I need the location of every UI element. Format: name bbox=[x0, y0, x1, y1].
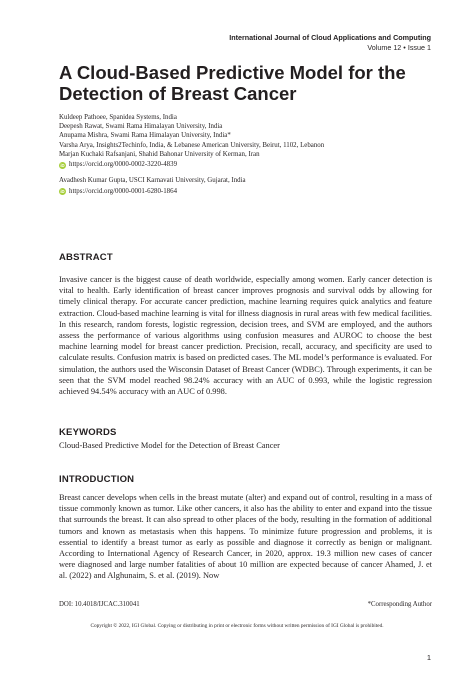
author-affiliation: Anupama Mishra, Swami Rama Himalayan University, India* bbox=[59, 132, 231, 140]
orcid-icon: iD bbox=[60, 162, 65, 168]
author-affiliation: Marjan Kuchaki Rafsanjani, Shahid Bahonar University of Kerman, Iran bbox=[59, 150, 260, 158]
copyright-notice: Copyright © 2022, IGI Global. Copying or distributing in print or electronic forms without written permission of IGI Global is prohibited. bbox=[90, 623, 384, 629]
orcid-icon: iD bbox=[60, 189, 65, 195]
author-affiliation: Avadhesh Kumar Gupta, USCI Karnavati University, Gujarat, India bbox=[59, 176, 246, 184]
introduction-text: Breast cancer develops when cells in the breast mutate (alter) and expand out of control, resulting in a mass of tissue commonly known as tumor. Like other cancers, it also has the ability to enter and expand into the tissue that surrounds the breast. It can also spread to other places of the body, resulting in the formation of additional tumors and known as metastasis when this happens. To minimize future progression and problems, it is essential to identify a breast tumor as early as possible and diagnose it correctly as benign or malignant. According to International Agency of Research Cancer, in 2020, approx. 19.3 million new cases of cancer were diagnosed and large number fatalities of about 10 million are expected because of cancer Ahamed, J. et al. (2022) and Alghunaim, S. et al. (2019). Now bbox=[59, 493, 432, 581]
orcid-url[interactable]: https://orcid.org/0000-0002-3220-4839 bbox=[69, 161, 178, 169]
keywords-text: Cloud-Based Predictive Model for the Detection of Breast Cancer bbox=[59, 441, 280, 450]
journal-issue: Volume 12 • Issue 1 bbox=[367, 42, 431, 52]
author-affiliation: Varsha Arya, Insights2Techinfo, India, & Lebanese American University, Beirut, 1102, Lebanon bbox=[59, 141, 325, 149]
paper-title: A Cloud-Based Predictive Model for the Detection of Breast Cancer bbox=[59, 62, 406, 104]
author-affiliation: Deepesh Rawat, Swami Rama Himalayan University, India bbox=[59, 123, 223, 131]
author-affiliation: Kuldeep Pathoee, Spanidea Systems, India bbox=[59, 114, 177, 121]
page-number: 1 bbox=[426, 653, 431, 662]
orcid-url[interactable]: https://orcid.org/0000-0001-6280-1864 bbox=[69, 187, 178, 195]
corresponding-author-note: *Corresponding Author bbox=[367, 601, 432, 608]
orcid-link[interactable] bbox=[59, 186, 439, 197]
author-list bbox=[59, 114, 439, 197]
abstract-heading: ABSTRACT bbox=[59, 252, 113, 263]
journal-name: International Journal of Cloud Applications and Computing bbox=[229, 33, 431, 42]
introduction-heading: INTRODUCTION bbox=[59, 474, 135, 485]
doi-text: DOI: 10.4018/IJCAC.310041 bbox=[59, 601, 140, 608]
keywords-heading: KEYWORDS bbox=[59, 427, 117, 438]
journal-header bbox=[229, 33, 431, 52]
orcid-link[interactable] bbox=[59, 160, 439, 171]
abstract-text: Invasive cancer is the biggest cause of death worldwide, especially among women. Early cancer detection is vital to health. Early identification of breast cancer improves prognosis and survival odds by allowing for timely clinical therapy. For accurate cancer prediction, machine learning requires quick analytics and feature extraction. Cloud-based machine learning is vital for illness diagnosis in rural areas with few medical facilities. In this research, random forests, logistic regression, decision trees, and SVM are employed, and the authors assess the performance of various algorithms using confusion measures and AUROC to choose the best machine learning model for breast cancer prediction. Precision, recall, accuracy, and specificity are used to calculate results. Confusion matrix is based on predicted cases. The ML model’s performance is evaluated. For simulation, the authors used the Wisconsin Dataset of Breast Cancer (WDBC). Through experiments, it can be seen that the SVM model reached 98.24% accuracy with an AUC of 0.993, while the logistic regression achieved 94.54% accuracy with an AUC of 0.998. bbox=[59, 275, 432, 397]
